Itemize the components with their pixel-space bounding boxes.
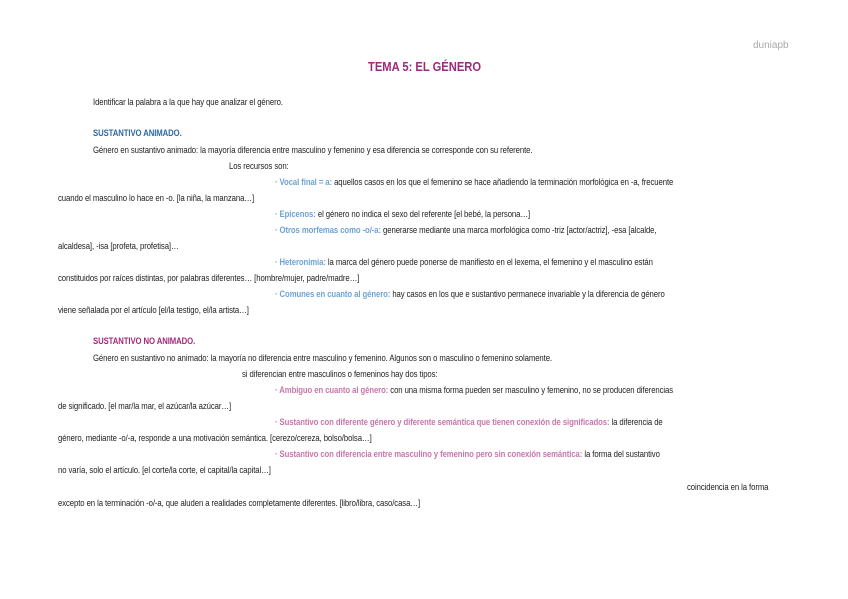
item-term: · Comunes en cuanto al género: bbox=[275, 289, 391, 299]
list-item bbox=[275, 176, 673, 188]
no-animado-definition: Género en sustantivo no animado: la mayoría no diferencia entre masculino y femenino. Algunos son o masculino o femenino solamente. bbox=[93, 353, 552, 363]
item-term: · Sustantivo con diferencia entre masculino y femenino pero sin conexión semántica: bbox=[275, 449, 583, 459]
item-term: · Heteronimia: bbox=[275, 257, 326, 267]
animado-definition: Género en sustantivo animado: la mayoría diferencia entre masculino y femenino y esa diferencia se corresponde con su referente. bbox=[93, 145, 533, 155]
item-text: generarse mediante una marca morfológica como -triz [actor/actriz], -esa [alcalde, bbox=[380, 225, 657, 235]
item-text: con una misma forma pueden ser masculino y femenino, no se producen diferencias bbox=[388, 385, 674, 395]
author-watermark: duniapb bbox=[753, 40, 789, 51]
item-term: · Epicenos: bbox=[275, 209, 316, 219]
no-animado-types-label: si diferencian entre masculinos o femeninos hay dos tipos: bbox=[242, 369, 438, 379]
item-continuation: de significado. [el mar/la mar, el azúcar/la azúcar…] bbox=[58, 401, 232, 411]
item-term: · Sustantivo con diferente género y diferente semántica que tienen conexión de significados: bbox=[275, 417, 610, 427]
item-term: · Vocal final = a: bbox=[275, 177, 333, 187]
orphan-text: coincidencia en la forma bbox=[687, 482, 769, 492]
list-item bbox=[275, 208, 530, 220]
item-term: · Ambiguo en cuanto al género: bbox=[275, 385, 389, 395]
list-item bbox=[275, 288, 665, 300]
page-title: TEMA 5: EL GÉNERO bbox=[368, 59, 482, 74]
item-text: la marca del género puede ponerse de manifiesto en el lexema, el femenino y el masculino están bbox=[325, 257, 653, 267]
item-text: la forma del sustantivo bbox=[582, 449, 660, 459]
item-term: · Otros morfemas como -o/-a: bbox=[275, 225, 381, 235]
item-text: hay casos en los que e sustantivo permanece invariable y la diferencia de género bbox=[390, 289, 665, 299]
list-item bbox=[275, 224, 656, 236]
item-continuation: género, mediante -o/-a, responde a una motivación semántica. [cerezo/cereza, bolso/bolsa…] bbox=[58, 433, 372, 443]
list-item bbox=[275, 448, 660, 460]
item-text: el género no indica el sexo del referente [el bebé, la persona…] bbox=[315, 209, 531, 219]
item-continuation: alcaldesa], -isa [profeta, profetisa]… bbox=[58, 241, 179, 251]
item-continuation: constituidos por raíces distintas, por palabras diferentes… [hombre/mujer, padre/madre…] bbox=[58, 273, 360, 283]
list-item bbox=[275, 416, 663, 428]
list-item bbox=[275, 256, 653, 268]
intro-text: Identificar la palabra a la que hay que analizar el género. bbox=[93, 97, 283, 107]
list-item bbox=[275, 384, 673, 396]
item-text: la diferencia de bbox=[609, 417, 663, 427]
item-continuation: viene señalada por el artículo [el/la testigo, el/la artista…] bbox=[58, 305, 249, 315]
final-text: excepto en la terminación -o/-a, que aluden a realidades completamente diferentes. [libro/libra, caso/casa…] bbox=[58, 498, 421, 508]
item-continuation: no varía, solo el artículo. [el corte/la corte, el capital/la capital…] bbox=[58, 465, 271, 475]
animado-resources-label: Los recursos son: bbox=[229, 161, 289, 171]
section-heading-animado: SUSTANTIVO ANIMADO. bbox=[93, 128, 182, 138]
item-text: aquellos casos en los que el femenino se hace añadiendo la terminación morfológica en -a, frecuente bbox=[332, 177, 674, 187]
section-heading-no-animado: SUSTANTIVO NO ANIMADO. bbox=[93, 336, 196, 346]
item-continuation: cuando el masculino lo hace en -o. [la niña, la manzana…] bbox=[58, 193, 255, 203]
